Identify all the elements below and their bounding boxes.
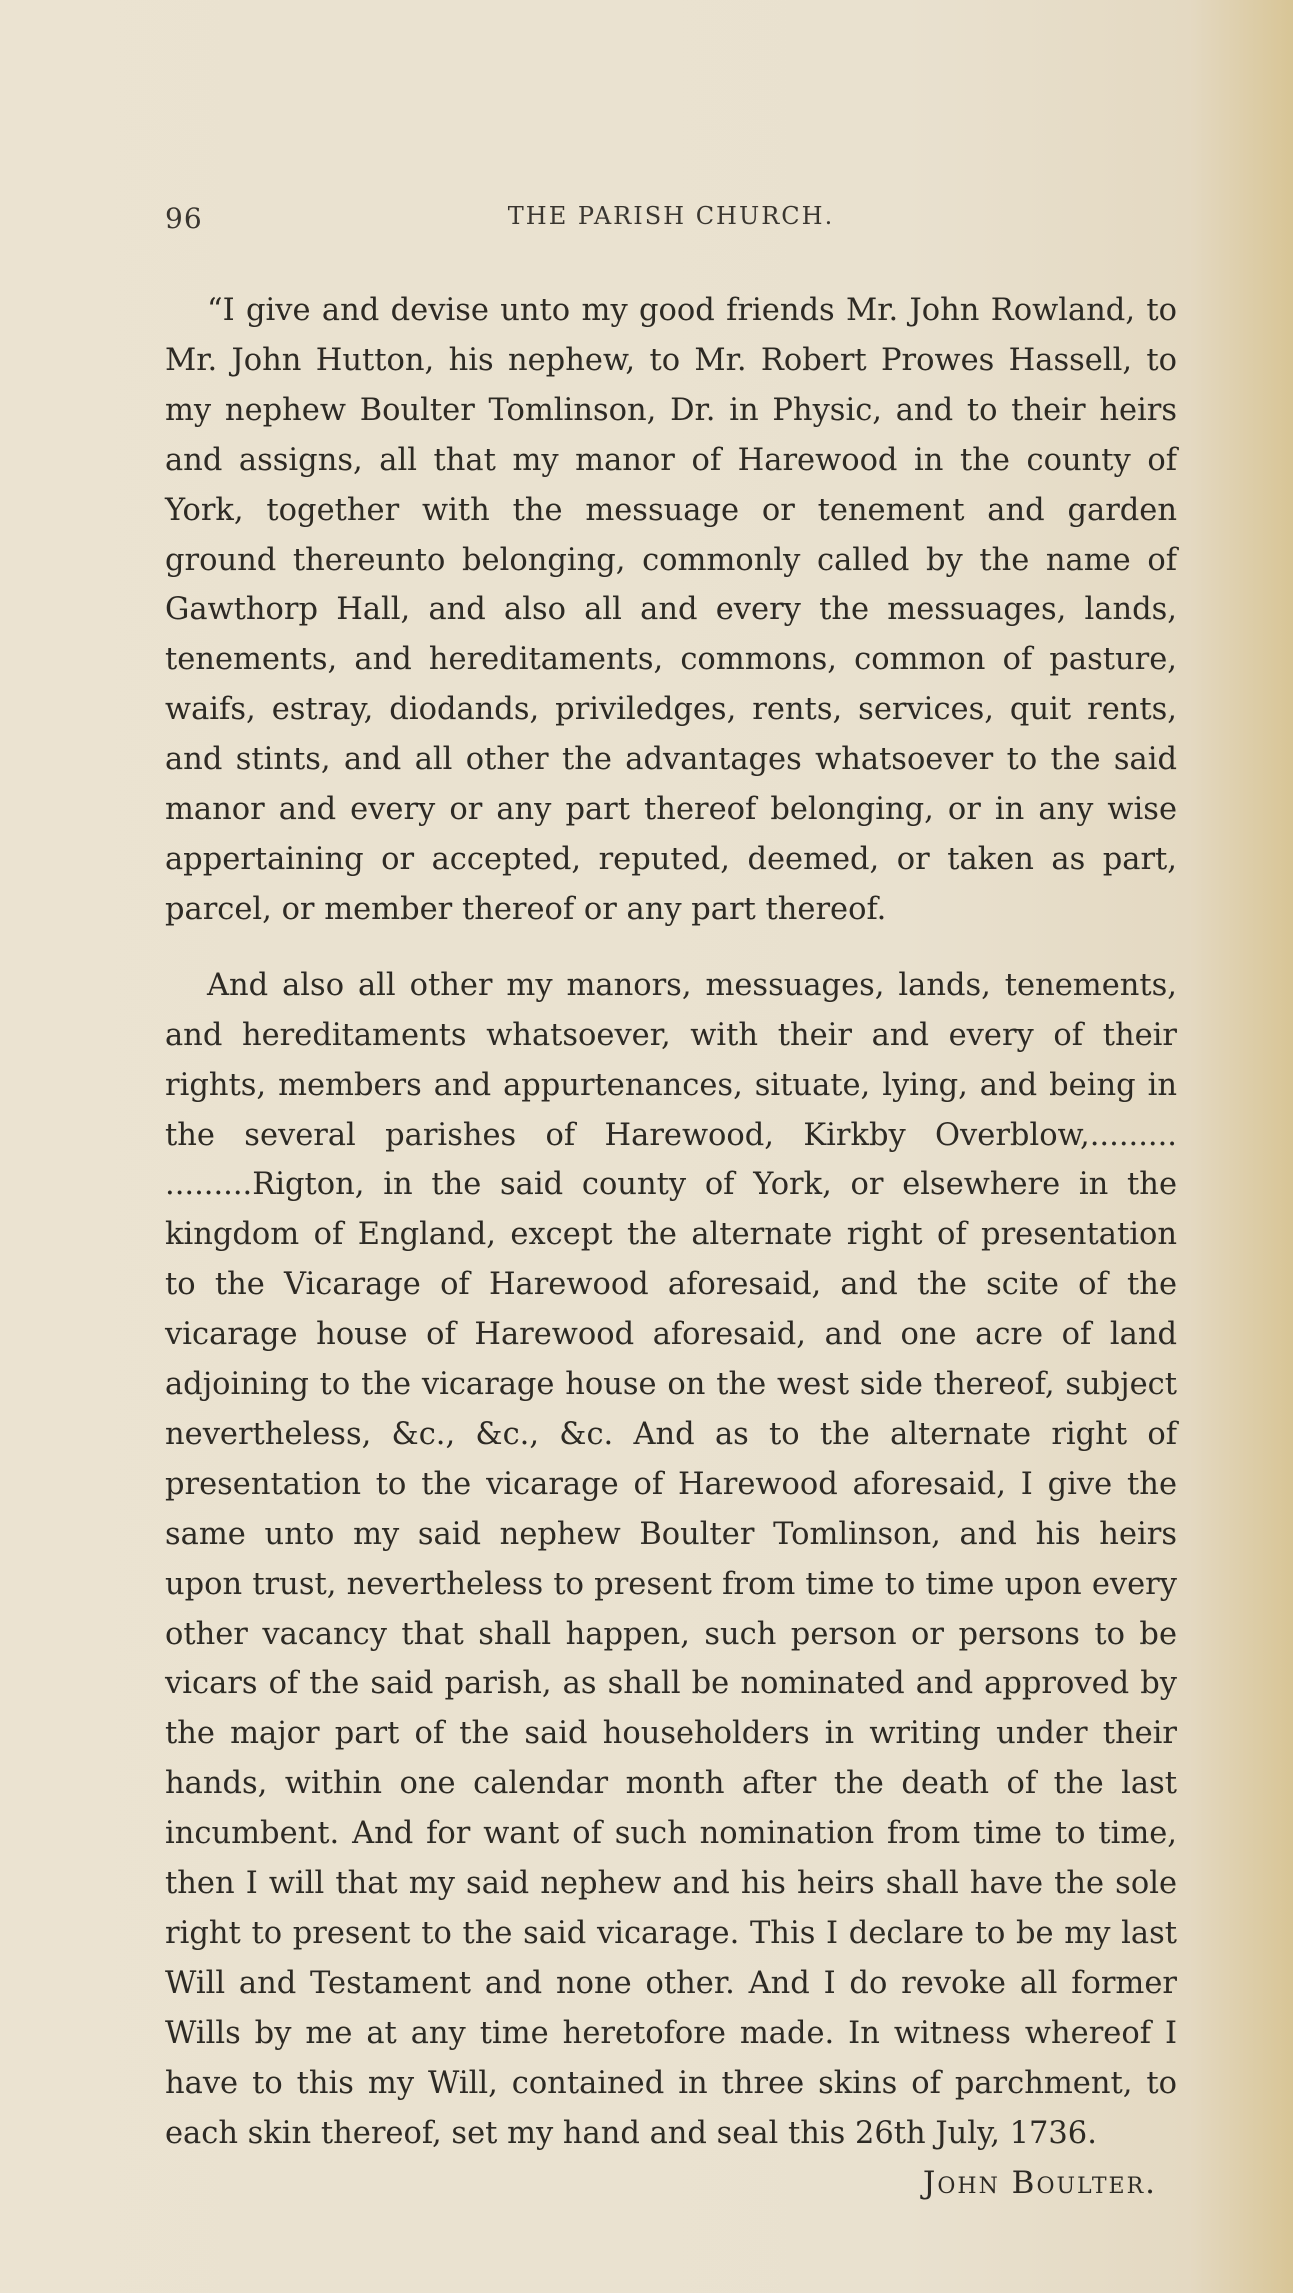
page-header <box>165 202 1177 242</box>
body-text <box>165 286 1177 2208</box>
paragraph-manors-presentation: And also all other my manors, messuages, lands, tenements, and hereditaments whatsoever, with their and every of their rights, members and appurtenances, situate, lying, and being in the several parishes of Harewood, Kirkby Overblow,......... .........Rigton, in the said county of York, or elsewhere in the kingdom of England, except the alternate right of presentation to the Vicarage of Harewood aforesaid, and the scite of the vicarage house of Harewood aforesaid, and one acre of land adjoining to the vicarage house on the west side thereof, subject nevertheless, &c., &c., &c. And as to the alternate right of presentation to the vicarage of Harewood aforesaid, I give the same unto my said nephew Boulter Tomlinson, and his heirs upon trust, nevertheless to present from time to time upon every other vacancy that shall happen, such person or persons to be vicars of the said parish, as shall be nominated and approved by the major part of the said householders in writing under their hands, within one calendar month after the death of the last incumbent. And for want of such nomination from time to time, then I will that my said nephew and his heirs shall have the sole right to present to the said vicarage. This I declare to be my last Will and Testament and none other. And I do revoke all former Wills by me at any time heretofore made. In witness whereof I have to this my Will, contained in three skins of parchment, to each skin thereof, set my hand and seal this 26th July, 1736. <box>165 967 1177 2151</box>
page-number: 96 <box>165 202 203 235</box>
paragraph-will-devise: “I give and devise unto my good friends Mr. John Rowland, to Mr. John Hutton, his nephew, to Mr. Robert Prowes Hassell, to my nephew Boulter Tomlinson, Dr. in Physic, and to their heirs and assigns, all that my manor of Harewood in the county of York, together with the messuage or tenement and garden ground thereunto belonging, commonly called by the name of Gawthorp Hall, and also all and every the messuages, lands, tenements, and hereditaments, commons, common of pasture, waifs, estray, diodands, priviledges, rents, services, quit rents, and stints, and all other the advantages whatsoever to the said manor and every or any part thereof belonging, or in any wise appertaining or accepted, reputed, deemed, or taken as part, parcel, or member thereof or any part thereof. <box>165 293 1177 927</box>
running-head: THE PARISH CHURCH. <box>507 202 835 230</box>
signature: John Boulter. <box>922 2164 1157 2201</box>
